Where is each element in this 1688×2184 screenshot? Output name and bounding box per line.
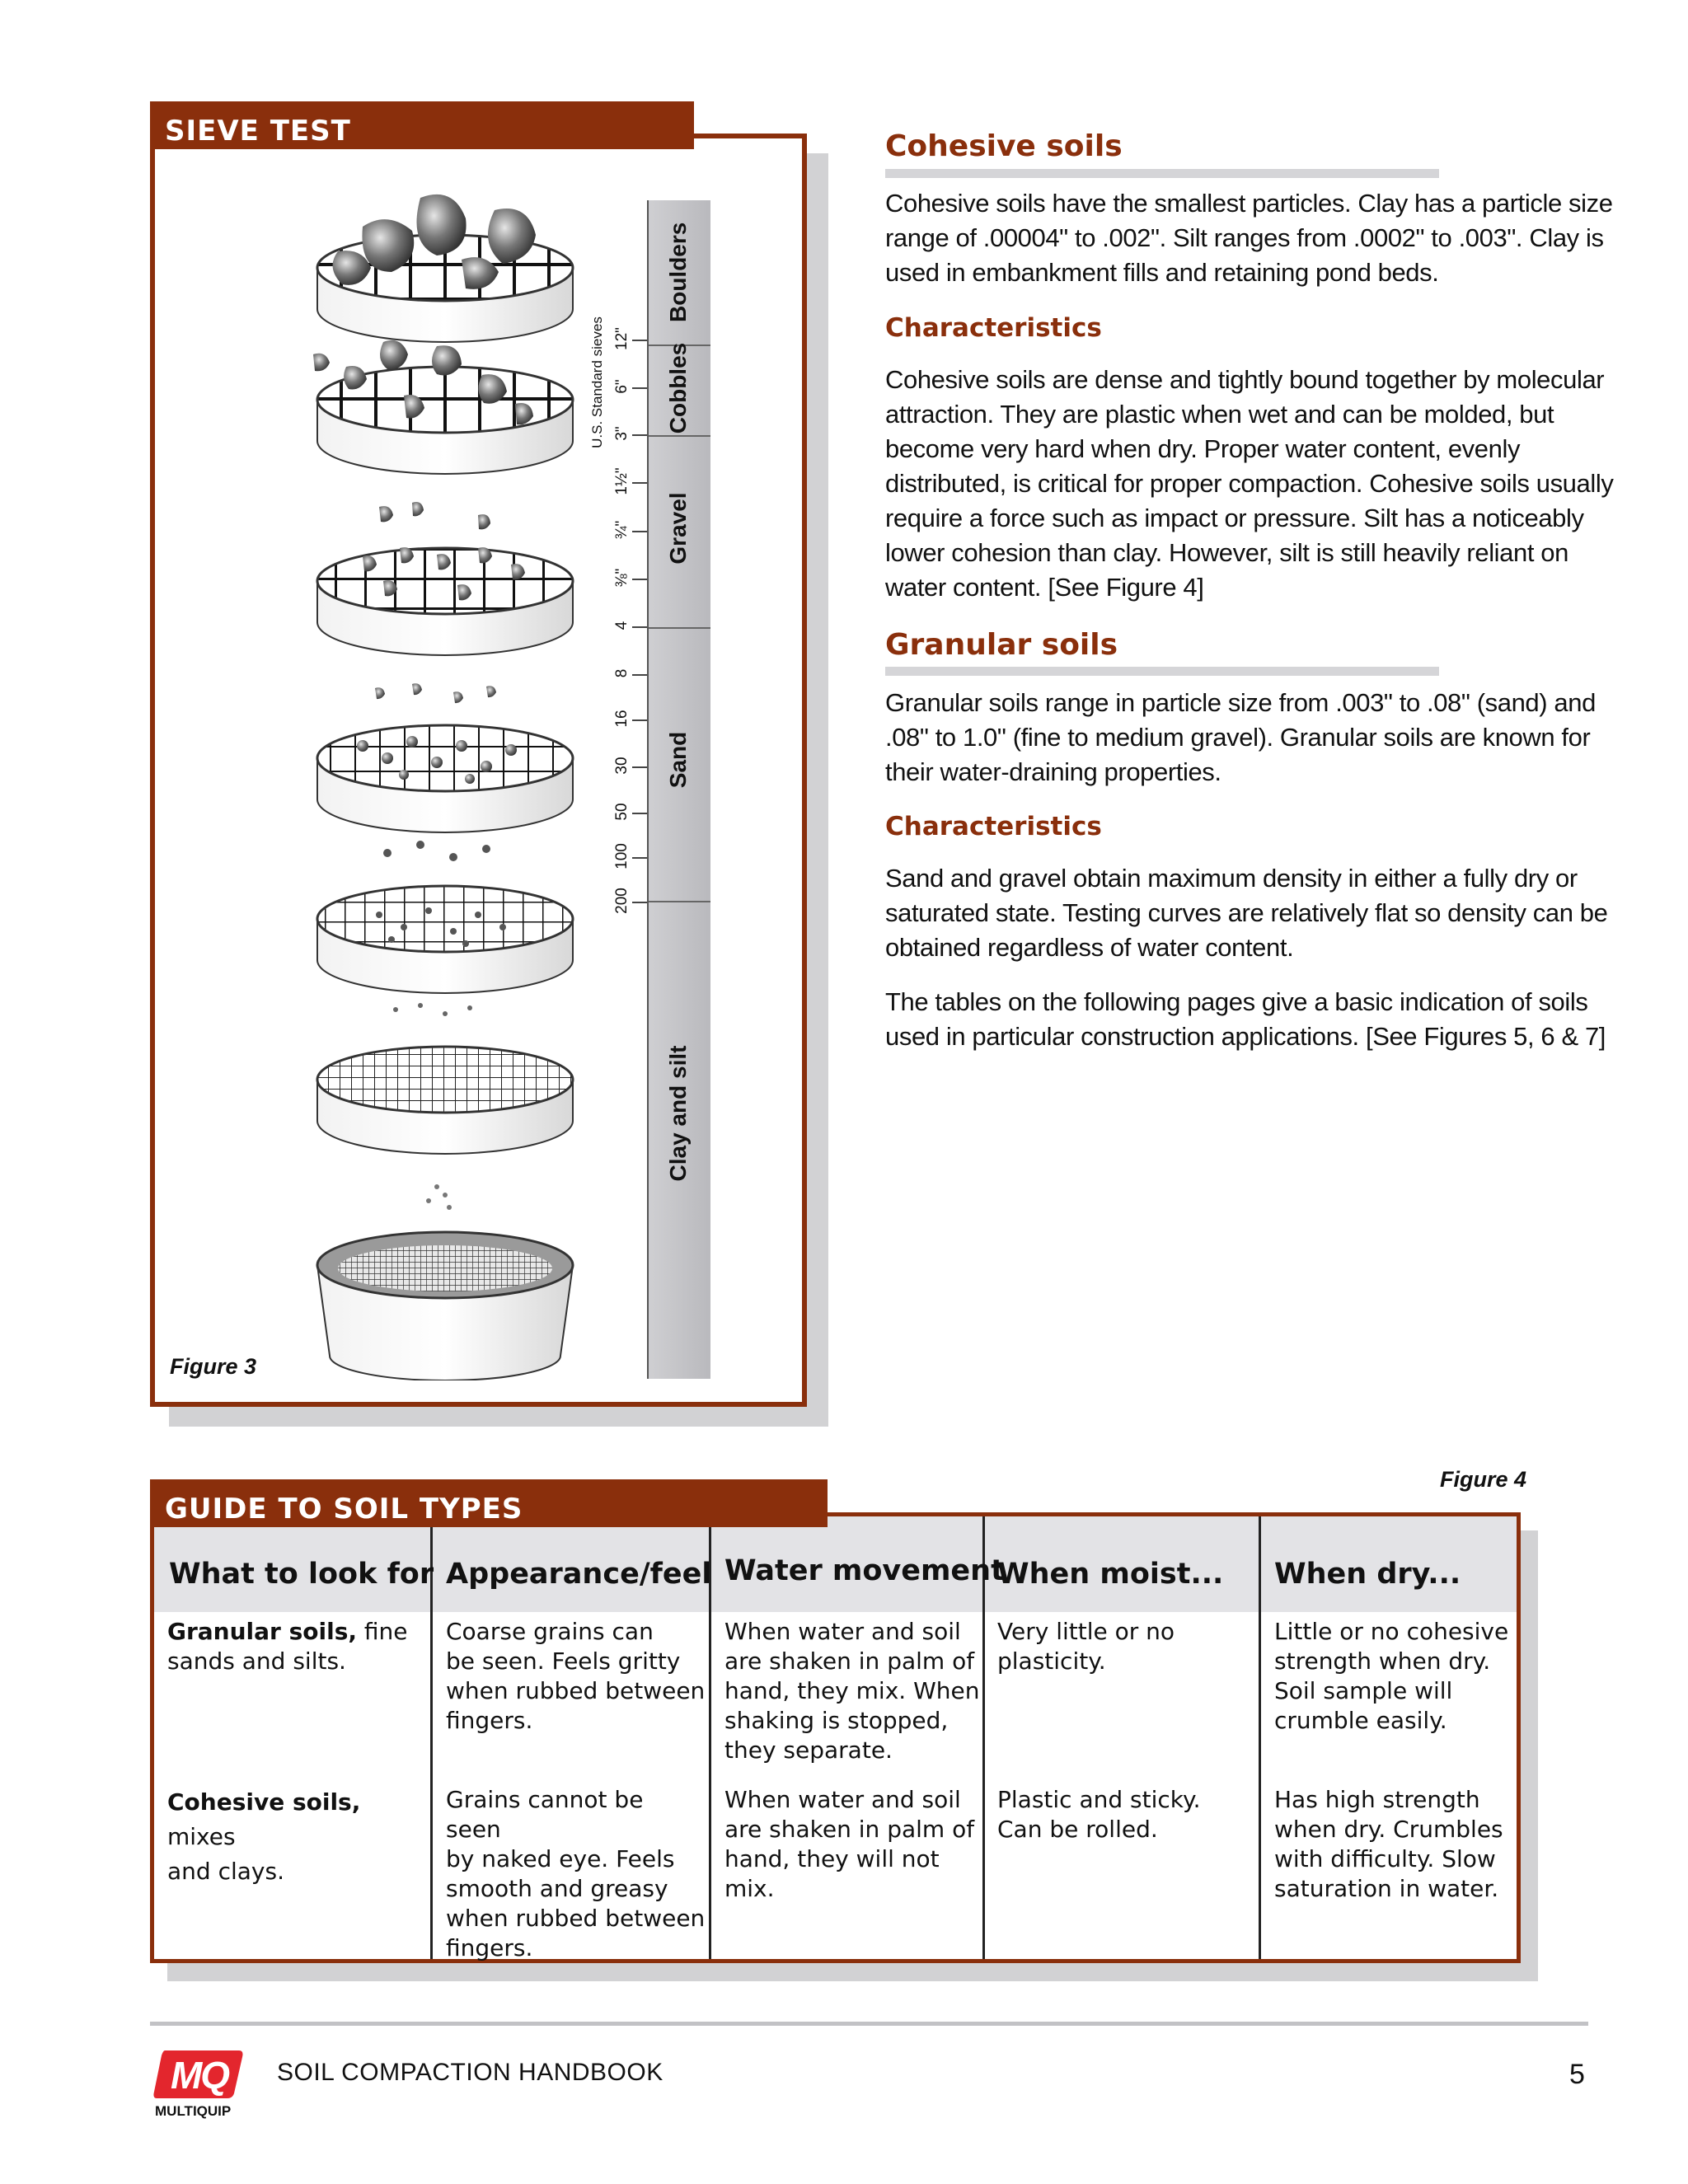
characteristics-heading-1: Characteristics	[885, 313, 1102, 343]
table-row-cohesive-appearance: Grains cannot be seen by naked eye. Feels smooth and greasy when rubbed between fingers.	[446, 1786, 706, 1961]
falling-sand-2	[393, 1003, 472, 1016]
column-divider	[1259, 1516, 1261, 1959]
sieve-pan-clay	[317, 1232, 573, 1380]
sieve-size-label: 50	[613, 803, 631, 821]
sieve-test-title: SIEVE TEST	[165, 115, 351, 148]
table-row-cohesive-moist: Plastic and sticky. Can be rolled.	[997, 1786, 1201, 1843]
sieve-tier-cobbles	[313, 340, 573, 474]
tick	[632, 434, 647, 436]
tick	[632, 857, 647, 859]
footer-rule	[150, 2022, 1588, 2026]
granular-characteristics-paragraph: Sand and gravel obtain maximum density in either a fully dry or saturated state. Testing curves are relatively flat so density can be obtained regardless of water content.	[885, 864, 1608, 962]
sieve-stack-illustration	[305, 194, 585, 1380]
sieve-size-label: 12"	[613, 327, 631, 350]
tick	[632, 902, 647, 903]
heading-rule	[885, 667, 1439, 676]
sieve-tier-boulders	[317, 194, 573, 342]
figure-4-caption: Figure 4	[1440, 1467, 1527, 1492]
cohesive-characteristics-paragraph: Cohesive soils are dense and tightly bound together by molecular attraction. They are plastic when wet and can be molded, but become very hard when dry. Proper water content, evenly distributed, is critical for proper compaction. Cohesive soils usually require a force such as impact or pressure. Silt has a noticeably lower cohesion than clay. However, silt is still heavily reliant on water content. [See Figure 4]	[885, 365, 1614, 602]
header-when-moist: When moist...	[997, 1558, 1224, 1591]
falling-sand-1	[383, 841, 490, 861]
falling-gravel-1	[379, 502, 490, 529]
sieve-size-label: 30	[613, 757, 631, 775]
us-standard-sieves-label: U.S. Standard sieves	[589, 316, 605, 448]
table-row-granular-appearance: Coarse grains can be seen. Feels gritty when rubbed between fingers.	[446, 1618, 706, 1734]
tick	[632, 340, 647, 341]
table-row-granular-dry: Little or no cohesive strength when dry. Soil sample will crumble easily.	[1274, 1618, 1509, 1734]
table-row-cohesive-dry: Has high strength when dry. Crumbles with difficulty. Slow saturation in water.	[1274, 1786, 1503, 1902]
tick	[632, 579, 647, 580]
class-cobbles: Cobbles	[665, 342, 691, 434]
sieve-size-label: 200	[613, 888, 631, 914]
footer-handbook-title: SOIL COMPACTION HANDBOOK	[277, 2059, 663, 2086]
header-when-dry: When dry...	[1274, 1558, 1461, 1591]
tick	[632, 766, 647, 768]
heading-rule	[885, 169, 1439, 178]
following-tables-paragraph: The tables on the following pages give a basic indication of soils used in particular construction applications. [See Figures 5, 6 & 7]	[885, 987, 1606, 1051]
tick	[632, 719, 647, 721]
sieve-size-label: 8	[613, 668, 631, 678]
tick	[632, 813, 647, 814]
multiquip-brand-name: MULTIQUIP	[155, 2103, 232, 2119]
cohesive-soils-heading: Cohesive soils	[885, 129, 1123, 163]
sieve-size-label: 1½"	[613, 467, 631, 495]
multiquip-logo	[153, 2047, 246, 2102]
sieve-size-label: 4	[613, 621, 631, 630]
sieve-size-label: 3"	[613, 426, 631, 441]
tick	[632, 531, 647, 532]
sieve-tier-silt	[317, 1047, 573, 1154]
class-boulders: Boulders	[665, 222, 691, 322]
guide-to-soil-types-table	[150, 1512, 1521, 1963]
falling-gravel-2	[375, 683, 496, 703]
table-row-granular-water: When water and soil are shaken in palm of hand, they mix. When shaking is stopped, they separate.	[724, 1618, 980, 1764]
sieve-tier-coarse-sand	[317, 725, 573, 832]
page-number: 5	[1569, 2059, 1585, 2090]
sieve-test-tab	[150, 101, 694, 149]
table-row-granular-look: Granular soils, fine sands and silts.	[167, 1618, 408, 1675]
granular-soils-paragraph: Granular soils range in particle size from .003" to .08" (sand) and .08" to 1.0" (fine to medium gravel). Granular soils are known for their water-draining properties.	[885, 688, 1596, 786]
sieve-size-label: 6"	[613, 379, 631, 394]
sieve-tier-fine-sand	[317, 886, 573, 993]
table-row-cohesive-water: When water and soil are shaken in palm of hand, they will not mix.	[724, 1786, 975, 1902]
class-sand: Sand	[665, 731, 691, 789]
table-row-granular-moist: Very little or no plasticity.	[997, 1618, 1175, 1675]
characteristics-heading-2: Characteristics	[885, 812, 1102, 841]
falling-silt	[426, 1184, 452, 1210]
granular-soils-heading: Granular soils	[885, 628, 1118, 662]
figure-3-caption: Figure 3	[170, 1354, 257, 1379]
tick	[632, 387, 647, 389]
sieve-size-label: 16	[613, 710, 631, 728]
table-row-cohesive-look: Cohesive soils, mixes and clays.	[167, 1788, 361, 1885]
tick	[632, 482, 647, 484]
header-water-movement: Water movement	[724, 1554, 1005, 1587]
sieve-size-label: ⅜"	[613, 568, 631, 588]
tick	[632, 674, 647, 676]
sieve-tier-gravel	[317, 547, 573, 655]
cohesive-soils-paragraph: Cohesive soils have the smallest particles. Clay has a particle size range of .00004" to .002". Silt ranges from .0002" to .003". Clay is used in embankment fills and retaining pond beds.	[885, 189, 1613, 287]
guide-to-soil-types-tab	[150, 1479, 828, 1527]
tick	[632, 626, 647, 628]
guide-title: GUIDE TO SOIL TYPES	[165, 1493, 523, 1526]
sieve-size-label: 100	[613, 843, 631, 869]
header-appearance-feel: Appearance/feel	[446, 1558, 712, 1591]
logo-letters: MQ	[170, 2054, 229, 2097]
header-what-to-look-for: What to look for	[169, 1558, 434, 1591]
class-gravel: Gravel	[665, 492, 691, 565]
class-clay-and-silt: Clay and silt	[665, 1045, 691, 1182]
sieve-size-label: ¾"	[613, 520, 631, 540]
